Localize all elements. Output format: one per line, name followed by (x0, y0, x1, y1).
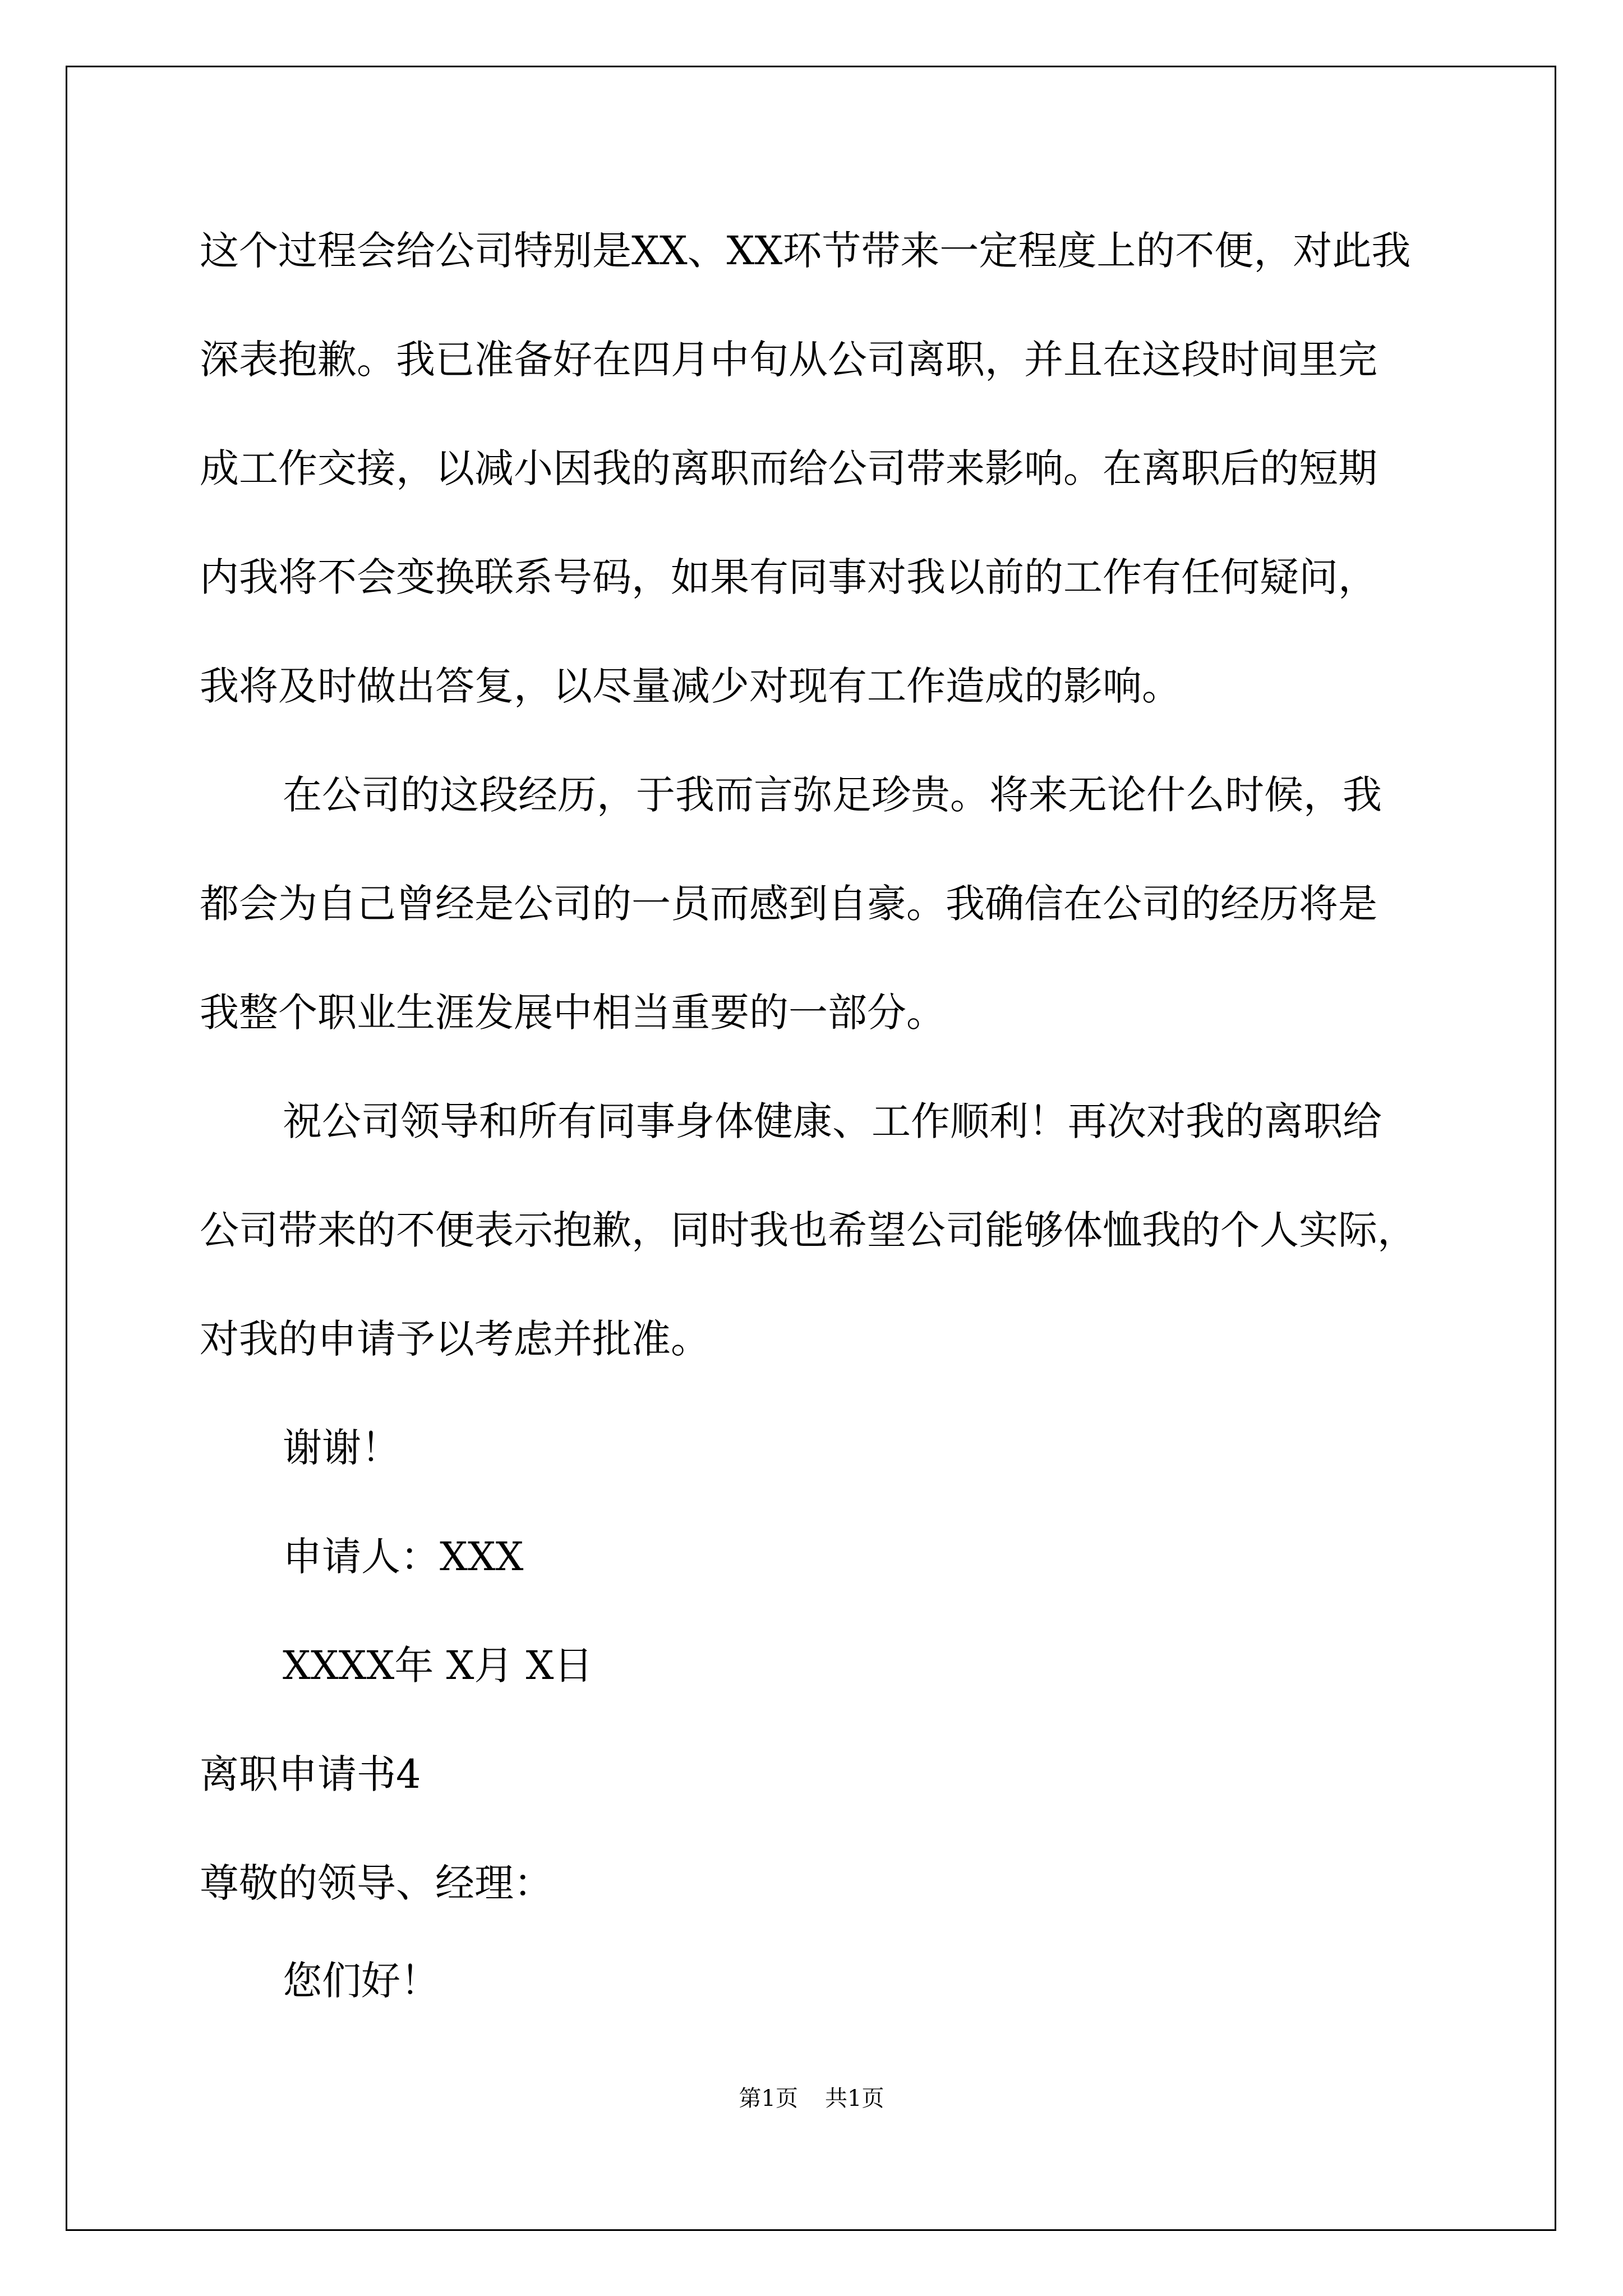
page-footer (0, 2084, 1623, 2113)
thanks-line: 谢谢！ (283, 1425, 400, 1471)
paragraph-line: 对我的申请予以考虑并批准。 (200, 1316, 710, 1362)
paragraph-line: 内我将不会变换联系号码，如果有同事对我以前的工作有任何疑问， (200, 554, 1377, 600)
paragraph-line: 公司带来的不便表示抱歉，同时我也希望公司能够体恤我的个人实际， (200, 1207, 1417, 1253)
paragraph-line: 我整个职业生涯发展中相当重要的一部分。 (200, 990, 946, 1036)
paragraph-line: 祝公司领导和所有同事身体健康、工作顺利！再次对我的离职给 (283, 1098, 1382, 1144)
paragraph-line: 这个过程会给公司特别是XX、XX环节带来一定程度上的不便，对此我 (200, 228, 1411, 274)
paragraph-line: 深表抱歉。我已准备好在四月中旬从公司离职，并且在这段时间里完 (200, 337, 1377, 383)
page-number: 第1页 (739, 2086, 798, 2111)
date-line: XXXX年 X月 X日 (283, 1642, 593, 1688)
greeting-line: 您们好！ (283, 1958, 440, 2004)
paragraph-line: 成工作交接，以减小因我的离职而给公司带来影响。在离职后的短期 (200, 445, 1377, 491)
page-total: 共1页 (825, 2086, 884, 2111)
paragraph-line: 都会为自己曾经是公司的一员而感到自豪。我确信在公司的经历将是 (200, 881, 1377, 927)
paragraph-line: 我将及时做出答复，以尽量减少对现有工作造成的影响。 (200, 663, 1181, 709)
applicant-line: 申请人：XXX (283, 1534, 524, 1580)
paragraph-line: 在公司的这段经历，于我而言弥足珍贵。将来无论什么时候，我 (283, 772, 1382, 818)
salutation-line: 尊敬的领导、经理： (200, 1860, 553, 1906)
section-heading: 离职申请书4 (200, 1751, 421, 1797)
